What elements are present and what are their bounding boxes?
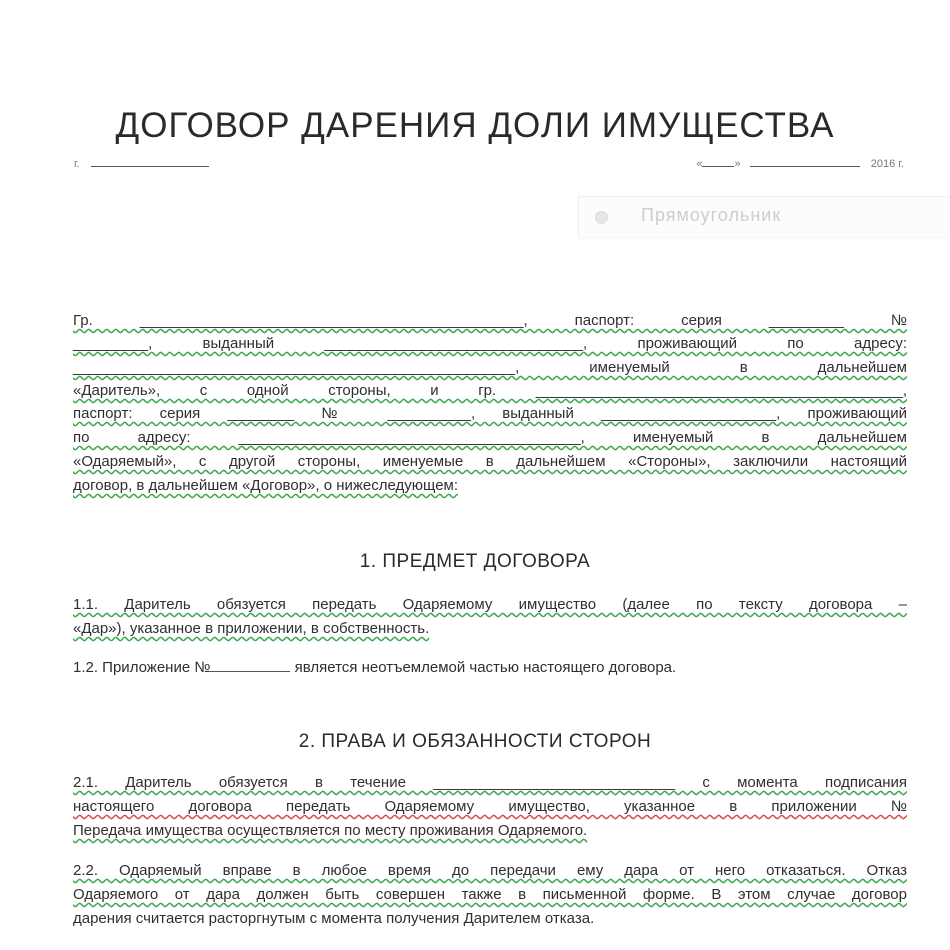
paragraph-line: 2.1. Даритель обязуется в течение _____________________________ с момента подписания [73,774,907,791]
preamble-line: договор, в дальнейшем «Договор», о нижеследующем: [73,477,459,494]
month-blank [750,156,860,167]
preamble-line: _____________________________________________________, именуемый в дальнейшем [73,359,907,376]
preamble-line: «Даритель», с одной стороны, и гр. ____________________________________________, [73,382,907,399]
place-line [74,156,209,170]
date-line [696,156,904,170]
paragraph-line: 1.1. Даритель обязуется передать Одаряемому имущество (далее по тексту договора – [73,596,907,613]
place-prefix: г. [74,158,80,170]
appendix-suffix: является неотъемлемой частью настоящего договора. [290,659,677,676]
section-heading: 2. ПРАВА И ОБЯЗАННОСТИ СТОРОН [298,731,652,752]
preamble-line: паспорт: серия ________ № __________, выданный _____________________, проживающий [73,405,907,422]
preamble-line: по адресу: _________________________________________, именуемый в дальнейшем [73,429,907,446]
ghost-shape-box [578,196,950,237]
paragraph-line: Передача имущества осуществляется по месту проживания Одаряемого. [73,822,588,839]
preamble-line: _________, выданный _______________________________, проживающий по адресу: [73,335,907,352]
preamble-line: «Одаряемый», с другой стороны, именуемые в дальнейшем «Стороны», заключили настоящий [73,453,907,470]
section-heading: 1. ПРЕДМЕТ ДОГОВОРА [359,551,591,572]
document-title: ДОГОВОР ДАРЕНИЯ ДОЛИ ИМУЩЕСТВА [115,106,835,145]
date-open-quote: « [696,158,703,170]
paragraph-line: настоящего договора передать Одаряемому имущество, указанное в приложении № [73,798,907,815]
ghost-shape-label: Прямоугольник [641,205,782,225]
place-blank [91,156,209,167]
appendix-number-blank [210,661,290,672]
paragraph-line [73,658,907,678]
paragraph-line: дарения считается расторгнутым с момента получения Дарителем отказа. [73,910,595,927]
preamble-line: Гр. ______________________________________________, паспорт: серия _________ № [73,312,907,329]
date-year: 2016 г. [870,158,904,170]
day-blank [702,156,734,167]
paragraph-line: «Дар»), указанное в приложении, в собственность. [73,620,430,637]
circle-icon [595,211,608,224]
paragraph-line: Одаряемого от дара должен быть совершен также в письменной форме. В этом случае договор [73,886,907,903]
appendix-prefix: 1.2. Приложение № [73,659,211,676]
paragraph-line: 2.2. Одаряемый вправе в любое время до передачи ему дара от него отказаться. Отказ [73,862,907,879]
date-close-quote: » [734,158,741,170]
